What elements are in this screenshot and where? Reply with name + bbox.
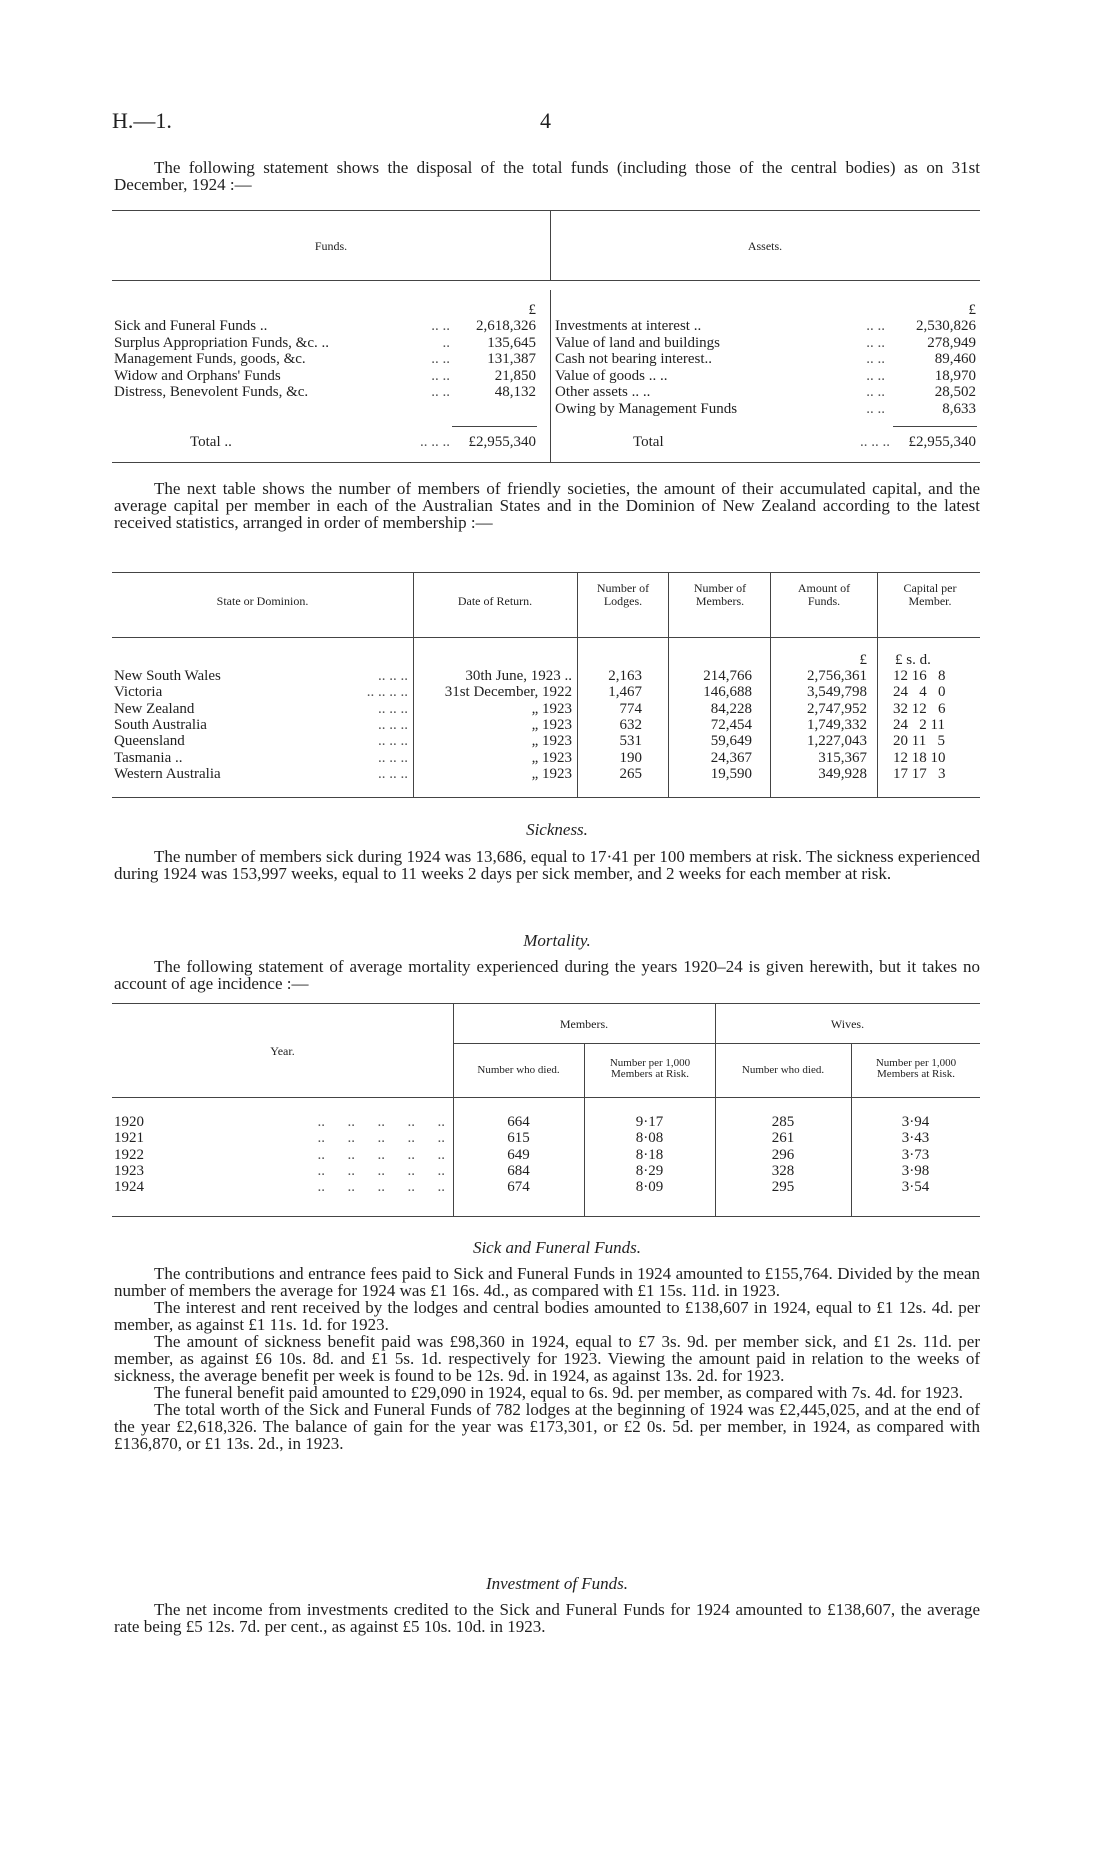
leader-dots: .. .. — [431, 351, 450, 367]
capital-value: 32 12 6 — [893, 700, 946, 717]
table-rule — [112, 1003, 980, 1004]
table-divider — [877, 572, 878, 797]
members-value: 19,590 — [710, 765, 752, 782]
sick-funeral-paragraph: The amount of sickness benefit paid was £98,360 in 1924, equal to £7 3s. 9d. per member sick, and £1 2s. 11d. per member, as against £6 10s. 8d. and £1 5s. 1d. respectively for 1923. Viewing the amount paid in relation to the weeks of sickness, the average benefit per week is found to be 12s. 9d. in 1924, as against 13s. 2d. for 1923. — [114, 1332, 980, 1385]
leader-dots: .. .. .. .. .. — [317, 1146, 445, 1163]
mortality-paragraph: The following statement of average mortality experienced during the years 1920–24 is given herewith, but it takes no account of age incidence :— — [114, 957, 980, 993]
wives-rate-value: 3·54 — [901, 1179, 930, 1196]
funds-value: 349,928 — [818, 765, 867, 782]
lodges-value: 2,163 — [608, 668, 642, 684]
leader-dots: .. .. — [866, 384, 885, 400]
leader-dots: .. .. .. — [420, 434, 450, 450]
lodges-value: 265 — [619, 765, 642, 782]
page-number: 4 — [540, 108, 551, 133]
asset-value: 89,460 — [934, 351, 976, 367]
leader-dots: .. .. .. .. .. — [317, 1162, 445, 1179]
fund-value: 135,645 — [487, 334, 536, 351]
sick-funeral-paragraph: The total worth of the Sick and Funeral Funds of 782 lodges at the beginning of 1924 was £2,445,025, and at the end of the year £2,618,326. The balance of gain for the year was £173,301, or £2 0s. 5d. per member, in 1924, as compared with £136,870, or £1 13s. 2d., in 1923. — [114, 1400, 980, 1453]
asset-value: 18,970 — [934, 367, 976, 384]
group-header-members: Members. — [559, 1017, 609, 1031]
members-died-value: 649 — [507, 1146, 530, 1163]
capital-value: 12 18 10 — [893, 749, 946, 766]
leader-dots: .. .. — [866, 334, 885, 351]
sub-header-members-rate: Number per 1,000 Members at Risk. — [609, 1057, 691, 1080]
fund-label: Distress, Benevolent Funds, &c. — [114, 384, 309, 400]
table-divider — [550, 290, 551, 462]
lodges-value: 531 — [619, 733, 642, 750]
wives-rate-value: 3·94 — [901, 1114, 930, 1130]
col-header-date: Date of Return. — [457, 594, 533, 608]
funds-value: 2,756,361 — [807, 668, 867, 684]
table-rule — [453, 1043, 980, 1044]
members-value: 214,766 — [703, 668, 752, 684]
leader-dots: .. .. .. .. .. — [317, 1179, 445, 1196]
funds-value: 1,227,043 — [807, 733, 867, 750]
return-date: „ 1923 — [531, 765, 572, 782]
fund-value: 48,132 — [494, 384, 536, 400]
amount-unit: £ — [859, 652, 867, 668]
lodges-value: 190 — [619, 749, 642, 766]
leader-dots: .. .. — [866, 367, 885, 384]
investment-paragraph: The net income from investments credited to the Sick and Funeral Funds for 1924 amounted to £138,607, the average rate being £5 12s. 7d. per cent., as against £5 10s. 10d. in 1923. — [114, 1600, 980, 1636]
wives-died-value: 285 — [771, 1114, 795, 1130]
asset-label: Value of goods .. .. — [555, 367, 668, 384]
leader-dots: .. .. .. — [378, 668, 408, 684]
lodges-value: 632 — [619, 716, 642, 733]
members-rate-value: 8·29 — [635, 1162, 664, 1179]
capital-value: 24 4 0 — [893, 684, 946, 701]
members-value: 24,367 — [710, 749, 752, 766]
asset-label: Owing by Management Funds — [555, 400, 738, 417]
wives-died-value: 261 — [771, 1130, 795, 1147]
leader-dots: .. .. .. — [860, 434, 890, 450]
col-header-state: State or Dominion. — [216, 594, 309, 608]
section-heading-investment: Investment of Funds. — [485, 1574, 629, 1593]
members-value: 146,688 — [703, 684, 752, 701]
leader-dots: .. .. .. — [378, 765, 408, 782]
leader-dots: .. .. — [431, 384, 450, 400]
funds-value: 2,747,952 — [807, 700, 867, 717]
leader-dots: .. .. .. — [378, 700, 408, 717]
leader-dots: .. .. — [866, 351, 885, 367]
lodges-value: 1,467 — [608, 684, 642, 701]
fund-value: 21,850 — [494, 367, 536, 384]
asset-value: 2,530,826 — [916, 318, 976, 334]
table-divider — [668, 572, 669, 797]
leader-dots: .. .. .. — [378, 749, 408, 766]
asset-value: 28,502 — [934, 384, 976, 400]
year-value: 1924 — [114, 1179, 144, 1196]
state-name: South Australia — [114, 716, 207, 733]
leader-dots: .. .. .. .. — [366, 684, 408, 701]
members-died-value: 664 — [507, 1114, 530, 1130]
state-name: New South Wales — [114, 668, 221, 684]
wives-rate-value: 3·98 — [901, 1162, 930, 1179]
leader-dots: .. .. — [866, 318, 885, 334]
document-code: H.—1. — [112, 108, 172, 133]
funds-value: 1,749,332 — [807, 716, 867, 733]
year-value: 1921 — [114, 1130, 144, 1147]
table-rule — [112, 572, 980, 573]
leader-dots: .. .. — [431, 367, 450, 384]
lodges-value: 774 — [619, 700, 642, 717]
wives-rate-value: 3·73 — [901, 1146, 930, 1163]
leader-dots: .. .. .. .. .. — [317, 1114, 445, 1130]
return-date: „ 1923 — [531, 733, 572, 750]
state-name: Tasmania .. — [114, 749, 183, 766]
wives-died-value: 296 — [771, 1146, 795, 1163]
wives-died-value: 295 — [771, 1179, 795, 1196]
sick-funeral-paragraph: The contributions and entrance fees paid to Sick and Funeral Funds in 1924 amounted to £155,764. Divided by the mean number of members the average for 1924 was £1 16s. 4d., as compared with £1 15s. 11d. in 1923. — [114, 1264, 980, 1300]
col-header-capital: Capital per Member. — [903, 581, 957, 608]
funds-total-value: £2,955,340 — [468, 434, 536, 450]
sub-header-wives-rate: Number per 1,000 Members at Risk. — [875, 1057, 957, 1080]
sub-header-members-died: Number who died. — [477, 1064, 560, 1076]
total-rule — [893, 426, 977, 427]
return-date: „ 1923 — [531, 716, 572, 733]
table-rule — [112, 797, 980, 798]
members-value: 59,649 — [710, 733, 752, 750]
sickness-paragraph: The number of members sick during 1924 was 13,686, equal to 17·41 per 100 members at risk. The sickness experienced during 1924 was 153,997 weeks, equal to 11 weeks 2 days per sick member, and 2 weeks for each member at risk. — [114, 847, 980, 883]
table-rule — [112, 280, 980, 281]
intro-paragraph-states: The next table shows the number of members of friendly societies, the amount of their accumulated capital, and the average capital per member in each of the Australian States and in the Dominion of New Zealand according to the latest received statistics, arranged in order of membership :— — [114, 479, 980, 532]
members-died-value: 674 — [507, 1179, 530, 1196]
members-rate-value: 8·09 — [635, 1179, 664, 1196]
year-value: 1923 — [114, 1162, 144, 1179]
year-value: 1920 — [114, 1114, 144, 1130]
asset-label: Investments at interest .. — [555, 318, 702, 334]
assets-total-value: £2,955,340 — [908, 434, 976, 450]
fund-label: Sick and Funeral Funds .. — [114, 318, 268, 334]
asset-label: Other assets .. .. — [555, 384, 651, 400]
state-name: Victoria — [114, 684, 163, 701]
wives-rate-value: 3·43 — [901, 1130, 930, 1147]
fund-label: Management Funds, goods, &c. — [114, 351, 306, 367]
state-name: Queensland — [114, 733, 185, 750]
members-rate-value: 8·18 — [635, 1146, 664, 1163]
members-value: 84,228 — [710, 700, 752, 717]
funds-header: Funds. — [314, 239, 348, 253]
capital-unit: £ s. d. — [895, 652, 931, 668]
leader-dots: .. .. .. — [378, 733, 408, 750]
col-header-year: Year. — [270, 1044, 295, 1058]
assets-header: Assets. — [747, 239, 783, 253]
members-rate-value: 8·08 — [635, 1130, 664, 1147]
fund-value: 131,387 — [487, 351, 536, 367]
leader-dots: .. .. — [866, 400, 885, 417]
sub-header-wives-died: Number who died. — [741, 1064, 825, 1076]
asset-value: 8,633 — [942, 400, 976, 417]
leader-dots: .. .. .. .. .. — [317, 1130, 445, 1147]
section-heading-sickness: Sickness. — [526, 820, 588, 839]
leader-dots: .. — [442, 334, 450, 351]
table-rule — [112, 210, 980, 211]
funds-value: 3,549,798 — [807, 684, 867, 701]
leader-dots: .. .. .. — [378, 716, 408, 733]
col-header-funds: Amount of Funds. — [797, 581, 851, 608]
fund-value: 2,618,326 — [476, 318, 536, 334]
members-rate-value: 9·17 — [635, 1114, 664, 1130]
capital-value: 24 2 11 — [893, 716, 945, 733]
sick-funeral-section — [114, 1265, 980, 1452]
return-date: „ 1923 — [531, 749, 572, 766]
members-died-value: 615 — [507, 1130, 530, 1147]
wives-died-value: 328 — [771, 1162, 795, 1179]
table-divider — [577, 572, 578, 797]
sick-funeral-paragraph: The interest and rent received by the lodges and central bodies amounted to £138,607 in 1924, equal to £1 12s. 4d. per member, as against £1 11s. 1d. for 1923. — [114, 1298, 980, 1334]
table-rule — [112, 1097, 980, 1098]
sick-funeral-paragraph: The funeral benefit paid amounted to £29,090 in 1924, equal to 6s. 9d. per member, as compared with 7s. 4d. for 1923. — [154, 1383, 963, 1402]
funds-total-label: Total .. — [190, 434, 232, 450]
return-date: 30th June, 1923 .. — [465, 668, 572, 684]
members-value: 72,454 — [710, 716, 752, 733]
col-header-members: Number of Members. — [693, 581, 747, 608]
capital-value: 17 17 3 — [893, 765, 946, 782]
state-name: Western Australia — [114, 765, 221, 782]
intro-paragraph-funds: The following statement shows the disposal of the total funds (including those of the central bodies) as on 31st December, 1924 :— — [114, 158, 980, 194]
fund-label: Surplus Appropriation Funds, &c. .. — [114, 334, 330, 351]
table-rule — [112, 1216, 980, 1217]
currency-symbol: £ — [968, 302, 976, 318]
section-heading-mortality: Mortality. — [523, 931, 591, 950]
return-date: 31st December, 1922 — [444, 684, 572, 701]
section-heading-sick-funeral: Sick and Funeral Funds. — [472, 1238, 642, 1257]
fund-label: Widow and Orphans' Funds — [114, 367, 281, 384]
members-died-value: 684 — [507, 1162, 530, 1179]
funds-value: 315,367 — [818, 749, 867, 766]
year-value: 1922 — [114, 1146, 144, 1163]
leader-dots: .. .. — [431, 318, 450, 334]
table-rule — [112, 462, 980, 463]
total-rule — [452, 426, 537, 427]
capital-value: 20 11 5 — [893, 733, 945, 750]
table-rule — [112, 637, 980, 638]
capital-value: 12 16 8 — [893, 668, 946, 684]
asset-label: Value of land and buildings — [555, 334, 720, 351]
col-header-lodges: Number of Lodges. — [596, 581, 650, 608]
currency-symbol: £ — [528, 302, 536, 318]
return-date: „ 1923 — [531, 700, 572, 717]
group-header-wives: Wives. — [830, 1017, 865, 1031]
asset-value: 278,949 — [927, 334, 976, 351]
asset-label: Cash not bearing interest.. — [555, 351, 713, 367]
assets-total-label: Total — [633, 434, 664, 450]
state-name: New Zealand — [114, 700, 195, 717]
